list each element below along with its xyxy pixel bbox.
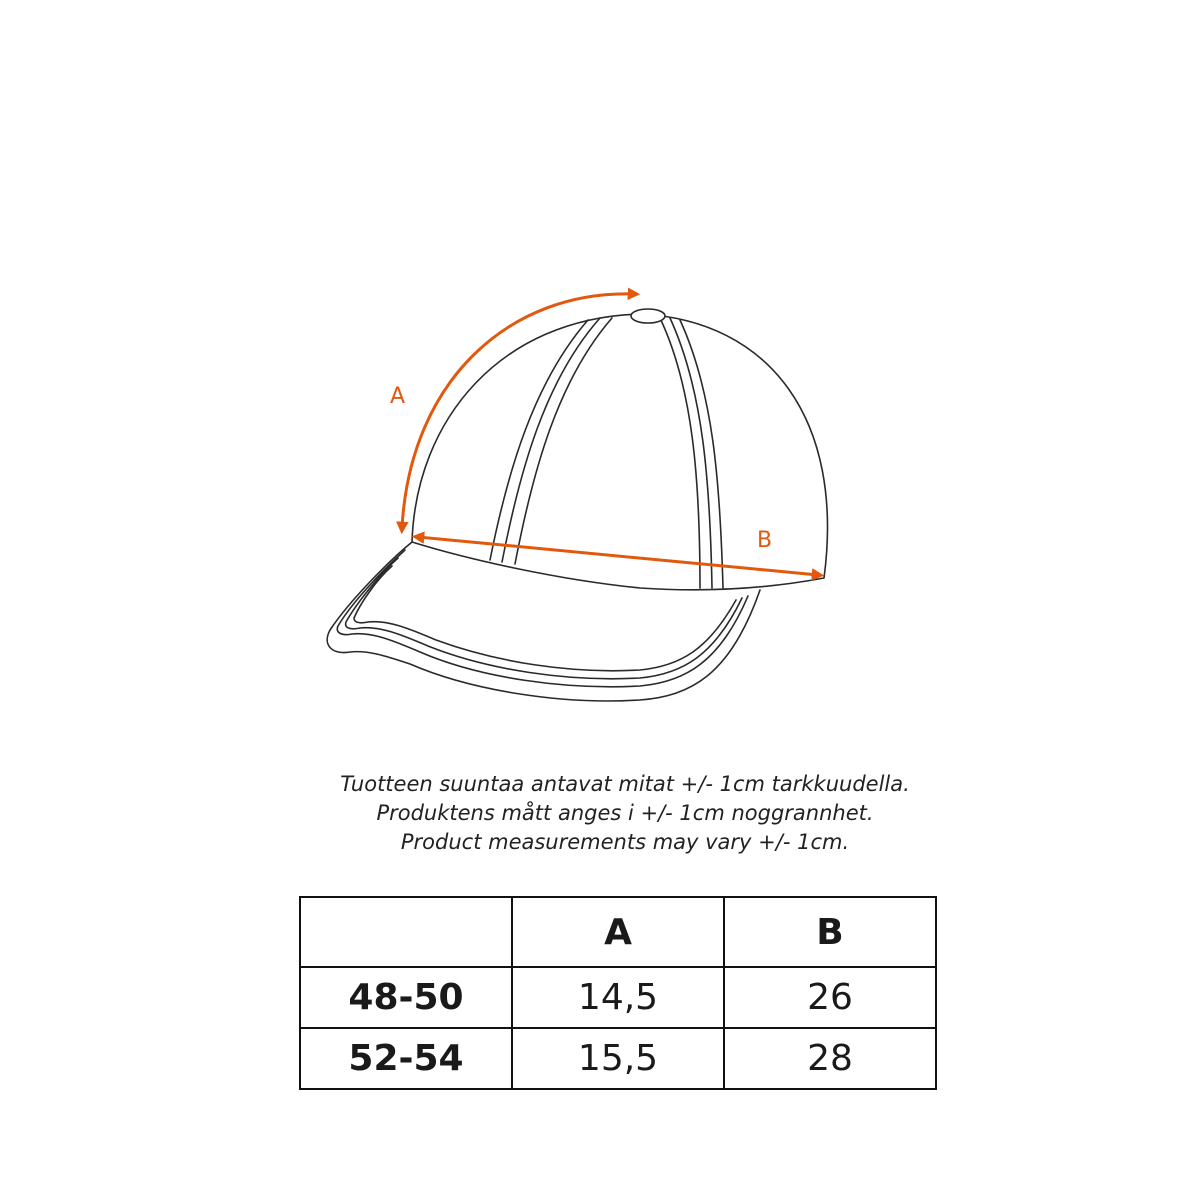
note-line-sv: Produktens mått anges i +/- 1cm noggrannhet.	[376, 801, 874, 825]
row-value-a: 14,5	[512, 967, 724, 1028]
table-header-row	[300, 897, 936, 967]
size-table	[299, 896, 937, 1090]
cap-button	[631, 309, 665, 323]
row-size: 52-54	[300, 1028, 512, 1089]
dimension-a-label: A	[390, 384, 406, 409]
note-line-en: Product measurements may vary +/- 1cm.	[400, 830, 850, 854]
cap-brim-stitch	[354, 566, 736, 671]
table-row	[300, 1028, 936, 1089]
cap-outline	[327, 309, 827, 701]
table-row	[300, 967, 936, 1028]
cap-brim-stitch	[346, 558, 742, 679]
row-size: 48-50	[300, 967, 512, 1028]
dimension-b-label: B	[757, 528, 773, 553]
note-line-fi: Tuotteen suuntaa antavat mitat +/- 1cm tarkkuudella.	[340, 772, 910, 796]
row-value-b: 28	[724, 1028, 936, 1089]
cap-seam	[515, 318, 612, 564]
table-header-b: B	[724, 897, 936, 967]
row-value-b: 26	[724, 967, 936, 1028]
cap-seam	[490, 320, 588, 560]
tolerance-note	[250, 770, 1000, 857]
table-header-a: A	[512, 897, 724, 967]
table-header-empty	[300, 897, 512, 967]
row-value-a: 15,5	[512, 1028, 724, 1089]
